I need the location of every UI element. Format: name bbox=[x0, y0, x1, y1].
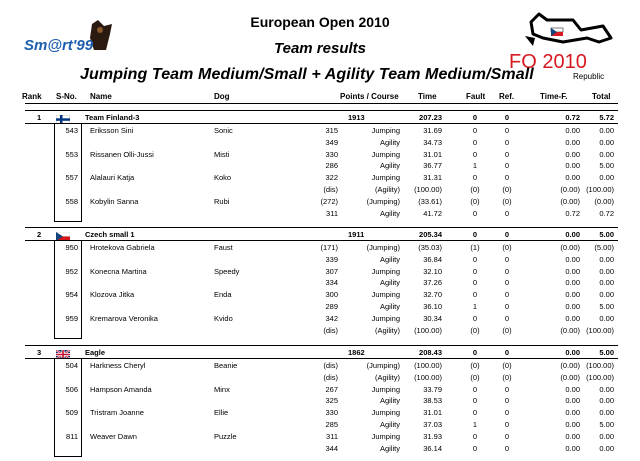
run-time: 30.34 bbox=[423, 313, 442, 323]
run-points: 267 bbox=[325, 384, 338, 394]
run-course: (Jumping) bbox=[366, 361, 400, 370]
run-course: Agility bbox=[379, 396, 400, 406]
run-course: Jumping bbox=[371, 149, 400, 159]
svg-text:Sm@rt'99: Sm@rt'99 bbox=[24, 37, 94, 54]
member-name: Eriksson Sini bbox=[90, 126, 134, 135]
run-course: (Agility) bbox=[374, 325, 400, 335]
run-points: 289 bbox=[325, 302, 338, 311]
run-course: Jumping bbox=[371, 266, 400, 276]
run-ref: (0) bbox=[502, 185, 512, 194]
run-fault: 1 bbox=[472, 302, 478, 311]
run-ref: 0 bbox=[504, 208, 510, 218]
col-points-course: Points / Course bbox=[340, 92, 399, 101]
run-time-f: 0.00 bbox=[565, 278, 580, 288]
run-ref: 0 bbox=[504, 137, 510, 147]
col-time-f: Time-F. bbox=[540, 92, 568, 101]
team-points: 1862 bbox=[348, 348, 365, 357]
team-rank: 3 bbox=[37, 348, 42, 357]
run-time: 37.03 bbox=[423, 420, 442, 429]
run-points: 322 bbox=[325, 173, 338, 183]
member-dog: Koko bbox=[214, 173, 232, 183]
run-ref: (0) bbox=[502, 196, 512, 206]
run-time: (35.03) bbox=[418, 243, 442, 252]
member-sno: 952 bbox=[65, 266, 78, 276]
run-time-f: 0.00 bbox=[565, 396, 580, 406]
team-divider bbox=[25, 240, 618, 241]
team-time-f: 0.00 bbox=[565, 348, 580, 357]
run-fault: (1) bbox=[470, 243, 480, 252]
run-points: (dis) bbox=[323, 372, 338, 382]
run-total: 0.00 bbox=[599, 254, 614, 264]
team-divider bbox=[25, 110, 618, 111]
run-total: 0.00 bbox=[599, 137, 614, 147]
run-course: Agility bbox=[379, 302, 400, 311]
run-time-f: (0.00) bbox=[560, 325, 580, 335]
header-rule bbox=[25, 103, 618, 104]
run-fault: 0 bbox=[472, 278, 478, 288]
member-dog: Ellie bbox=[214, 408, 229, 418]
run-fault: 0 bbox=[472, 173, 478, 183]
run-ref: 0 bbox=[504, 313, 510, 323]
member-sno: 811 bbox=[66, 431, 78, 441]
run-ref: 0 bbox=[504, 173, 510, 183]
team-time: 207.23 bbox=[419, 113, 442, 122]
run-time: 41.72 bbox=[423, 208, 442, 218]
run-time: (100.00) bbox=[414, 185, 442, 194]
event-title: European Open 2010 bbox=[250, 14, 390, 30]
team-time: 205.34 bbox=[419, 230, 442, 239]
run-points: (dis) bbox=[323, 185, 338, 194]
run-time: 32.70 bbox=[423, 290, 442, 300]
run-ref: 0 bbox=[504, 278, 510, 288]
run-fault: 0 bbox=[472, 266, 478, 276]
run-total: 0.72 bbox=[599, 208, 614, 218]
run-points: 349 bbox=[325, 137, 338, 147]
run-time: 31.93 bbox=[423, 431, 442, 441]
run-time: 31.01 bbox=[423, 408, 442, 418]
run-course: Jumping bbox=[371, 126, 400, 135]
team-time: 208.43 bbox=[419, 348, 442, 357]
run-points: 311 bbox=[326, 208, 338, 218]
run-time: 31.31 bbox=[423, 173, 442, 183]
run-course: Jumping bbox=[371, 384, 400, 394]
run-fault: 1 bbox=[472, 420, 478, 429]
run-time-f: 0.00 bbox=[565, 161, 580, 171]
team-ref: 0 bbox=[504, 348, 510, 357]
run-fault: (0) bbox=[470, 325, 480, 335]
member-sno: 509 bbox=[65, 408, 78, 418]
run-time: 36.14 bbox=[423, 443, 442, 453]
team-points: 1913 bbox=[348, 113, 365, 122]
run-course: (Jumping) bbox=[366, 196, 400, 206]
member-name: Weaver Dawn bbox=[90, 431, 137, 441]
run-course: Agility bbox=[379, 161, 400, 171]
run-time-f: 0.00 bbox=[565, 254, 580, 264]
czech-flag-icon bbox=[56, 228, 70, 237]
member-dog: Speedy bbox=[214, 266, 240, 276]
run-time: (100.00) bbox=[414, 361, 442, 370]
run-ref: 0 bbox=[504, 266, 510, 276]
member-sno: 557 bbox=[65, 173, 78, 183]
member-sno: 954 bbox=[65, 290, 78, 300]
run-total: 0.00 bbox=[599, 173, 614, 183]
run-fault: 0 bbox=[472, 408, 478, 418]
member-dog: Beanie bbox=[214, 361, 238, 370]
run-time-f: 0.00 bbox=[565, 137, 580, 147]
run-points: (272) bbox=[320, 196, 338, 206]
team-name: Czech small 1 bbox=[85, 230, 135, 239]
member-name: Hampson Amanda bbox=[90, 384, 152, 394]
member-name: Alalauri Katja bbox=[90, 173, 135, 183]
run-total: 0.00 bbox=[599, 408, 614, 418]
team-points: 1911 bbox=[348, 230, 365, 239]
run-total: (100.00) bbox=[586, 185, 614, 194]
run-ref: 0 bbox=[504, 290, 510, 300]
run-course: (Agility) bbox=[374, 185, 400, 194]
run-total: 0.00 bbox=[599, 290, 614, 300]
member-dog: Enda bbox=[214, 290, 232, 300]
run-time: 32.10 bbox=[423, 266, 442, 276]
team-time-f: 0.72 bbox=[565, 113, 580, 122]
run-ref: (0) bbox=[502, 361, 512, 370]
team-divider bbox=[25, 123, 618, 124]
run-ref: 0 bbox=[504, 408, 510, 418]
run-points: 330 bbox=[325, 149, 338, 159]
run-points: 344 bbox=[325, 443, 338, 453]
run-points: 330 bbox=[325, 408, 338, 418]
run-points: 300 bbox=[325, 290, 338, 300]
member-name: Kobylin Sanna bbox=[90, 196, 139, 206]
run-ref: (0) bbox=[502, 325, 512, 335]
run-total: (100.00) bbox=[586, 361, 614, 370]
run-ref: 0 bbox=[504, 149, 510, 159]
run-total: (100.00) bbox=[586, 372, 614, 382]
team-time-f: 0.00 bbox=[565, 230, 580, 239]
run-points: 315 bbox=[325, 126, 338, 135]
col-rank: Rank bbox=[22, 92, 42, 101]
run-time-f: 0.00 bbox=[565, 173, 580, 183]
svg-text:Republic: Republic bbox=[573, 72, 605, 81]
run-points: 286 bbox=[325, 161, 338, 171]
team-divider bbox=[25, 227, 618, 228]
run-total: 0.00 bbox=[599, 443, 614, 453]
run-ref: 0 bbox=[504, 396, 510, 406]
run-time-f: 0.00 bbox=[565, 302, 580, 311]
team-fault: 0 bbox=[472, 113, 478, 122]
run-course: Agility bbox=[379, 208, 400, 218]
run-total: 0.00 bbox=[599, 266, 614, 276]
run-time-f: 0.00 bbox=[565, 431, 580, 441]
run-fault: 0 bbox=[472, 290, 478, 300]
team-divider bbox=[25, 345, 618, 346]
member-name: Tristram Joanne bbox=[90, 408, 144, 418]
run-points: (171) bbox=[320, 243, 338, 252]
member-name: Klozova Jitka bbox=[90, 290, 135, 300]
run-ref: 0 bbox=[504, 420, 510, 429]
run-course: Jumping bbox=[371, 290, 400, 300]
run-course: Agility bbox=[379, 278, 400, 288]
run-fault: 0 bbox=[472, 137, 478, 147]
member-name: Hrotekova Gabriela bbox=[90, 243, 155, 252]
run-points: 339 bbox=[325, 254, 338, 264]
team-fault: 0 bbox=[472, 230, 478, 239]
run-ref: 0 bbox=[504, 384, 510, 394]
run-points: 307 bbox=[325, 266, 338, 276]
member-name: Kremarova Veronika bbox=[90, 313, 158, 323]
member-dog: Faust bbox=[214, 243, 233, 252]
svg-text:FO 2010: FO 2010 bbox=[509, 51, 587, 73]
run-fault: (0) bbox=[470, 372, 480, 382]
col-sno: S-No. bbox=[56, 92, 77, 101]
run-course: Jumping bbox=[371, 173, 400, 183]
team-total: 5.00 bbox=[599, 230, 614, 239]
run-course: Jumping bbox=[371, 313, 400, 323]
run-points: 325 bbox=[325, 396, 338, 406]
run-time-f: (0.00) bbox=[560, 372, 580, 382]
member-sno: 543 bbox=[65, 126, 78, 135]
run-time-f: (0.00) bbox=[560, 361, 580, 370]
run-time: 31.69 bbox=[423, 126, 442, 135]
run-ref: 0 bbox=[504, 161, 510, 171]
run-ref: 0 bbox=[504, 302, 510, 311]
run-fault: 0 bbox=[472, 396, 478, 406]
run-course: (Jumping) bbox=[366, 243, 400, 252]
run-fault: (0) bbox=[470, 185, 480, 194]
member-name: Konecna Martina bbox=[90, 266, 147, 276]
member-sno: 950 bbox=[65, 243, 78, 252]
member-name: Rissanen Olli-Jussi bbox=[90, 149, 154, 159]
run-points: 311 bbox=[326, 431, 338, 441]
member-dog: Misti bbox=[214, 149, 230, 159]
run-time: 36.77 bbox=[423, 161, 442, 171]
col-total: Total bbox=[592, 92, 611, 101]
run-total: 0.00 bbox=[599, 126, 614, 135]
team-total: 5.72 bbox=[599, 113, 614, 122]
page-title: Team results bbox=[274, 40, 366, 57]
member-sno: 553 bbox=[65, 149, 78, 159]
run-course: (Agility) bbox=[374, 372, 400, 382]
run-time-f: 0.00 bbox=[565, 443, 580, 453]
team-divider bbox=[25, 358, 618, 359]
run-time-f: (0.00) bbox=[560, 243, 580, 252]
run-time: 36.84 bbox=[423, 254, 442, 264]
col-dog: Dog bbox=[214, 92, 230, 101]
run-ref: 0 bbox=[504, 254, 510, 264]
run-time: 34.73 bbox=[423, 137, 442, 147]
run-total: (100.00) bbox=[586, 325, 614, 335]
member-sno: 959 bbox=[65, 313, 78, 323]
team-name: Eagle bbox=[85, 348, 106, 357]
run-total: 0.00 bbox=[599, 431, 614, 441]
run-time: 31.01 bbox=[423, 149, 442, 159]
run-time-f: 0.00 bbox=[565, 313, 580, 323]
run-course: Agility bbox=[379, 443, 400, 453]
run-total: (5.00) bbox=[594, 243, 614, 252]
team-ref: 0 bbox=[504, 113, 510, 122]
run-fault: 0 bbox=[472, 126, 478, 135]
run-total: (0.00) bbox=[594, 196, 614, 206]
run-time-f: 0.00 bbox=[565, 149, 580, 159]
run-time: (100.00) bbox=[414, 372, 442, 382]
run-course: Agility bbox=[379, 137, 400, 147]
col-ref: Ref. bbox=[499, 92, 515, 101]
run-course: Agility bbox=[379, 254, 400, 264]
run-time-f: (0.00) bbox=[560, 185, 580, 194]
team-name: Team Finland-3 bbox=[85, 113, 140, 122]
run-total: 0.00 bbox=[599, 313, 614, 323]
run-ref: 0 bbox=[504, 431, 510, 441]
run-time-f: 0.00 bbox=[565, 126, 580, 135]
member-sno: 506 bbox=[65, 384, 78, 394]
run-fault: 0 bbox=[472, 149, 478, 159]
run-time: (33.61) bbox=[418, 196, 442, 206]
member-sno: 558 bbox=[65, 196, 78, 206]
uk-flag-icon bbox=[56, 346, 70, 355]
run-time-f: 0.72 bbox=[565, 208, 580, 218]
run-fault: 0 bbox=[472, 313, 478, 323]
run-course: Jumping bbox=[371, 431, 400, 441]
team-ref: 0 bbox=[504, 230, 510, 239]
team-fault: 0 bbox=[472, 348, 478, 357]
run-fault: (0) bbox=[470, 361, 480, 370]
run-course: Agility bbox=[379, 420, 400, 429]
run-total: 5.00 bbox=[599, 161, 614, 171]
run-course: Jumping bbox=[371, 408, 400, 418]
run-fault: 1 bbox=[472, 161, 478, 171]
run-fault: 0 bbox=[472, 254, 478, 264]
member-dog: Puzzle bbox=[214, 431, 237, 441]
run-points: 342 bbox=[325, 313, 338, 323]
run-ref: (0) bbox=[502, 243, 512, 252]
run-time: 37.26 bbox=[423, 278, 442, 288]
run-ref: 0 bbox=[504, 443, 510, 453]
run-time-f: 0.00 bbox=[565, 266, 580, 276]
run-ref: 0 bbox=[504, 126, 510, 135]
run-time: 38.53 bbox=[423, 396, 442, 406]
run-time: 33.79 bbox=[423, 384, 442, 394]
run-time-f: 0.00 bbox=[565, 408, 580, 418]
run-total: 5.00 bbox=[599, 302, 614, 311]
run-time-f: (0.00) bbox=[560, 196, 580, 206]
run-points: 285 bbox=[325, 420, 338, 429]
finland-flag-icon bbox=[56, 111, 70, 120]
run-fault: 0 bbox=[472, 384, 478, 394]
run-total: 0.00 bbox=[599, 278, 614, 288]
run-total: 0.00 bbox=[599, 396, 614, 406]
team-rank: 1 bbox=[37, 113, 42, 122]
team-total: 5.00 bbox=[599, 348, 614, 357]
member-dog: Minx bbox=[214, 384, 230, 394]
run-fault: 0 bbox=[472, 208, 478, 218]
member-dog: Sonic bbox=[214, 126, 233, 135]
run-total: 0.00 bbox=[599, 149, 614, 159]
run-time: 36.10 bbox=[423, 302, 442, 311]
col-name: Name bbox=[90, 92, 112, 101]
run-time-f: 0.00 bbox=[565, 384, 580, 394]
run-points: 334 bbox=[325, 278, 338, 288]
run-fault: 0 bbox=[472, 431, 478, 441]
run-time: (100.00) bbox=[414, 325, 442, 335]
run-fault: 0 bbox=[472, 443, 478, 453]
member-name: Harkness Cheryl bbox=[90, 361, 146, 370]
col-time: Time bbox=[418, 92, 437, 101]
competition-title: Jumping Team Medium/Small + Agility Team Medium/Small bbox=[80, 66, 534, 83]
team-rank: 2 bbox=[37, 230, 42, 239]
run-total: 0.00 bbox=[599, 384, 614, 394]
run-points: (dis) bbox=[323, 325, 338, 335]
member-sno: 504 bbox=[65, 361, 78, 370]
member-dog: Kvido bbox=[214, 313, 233, 323]
run-time-f: 0.00 bbox=[565, 290, 580, 300]
run-fault: (0) bbox=[470, 196, 480, 206]
run-total: 5.00 bbox=[599, 420, 614, 429]
col-fault: Fault bbox=[466, 92, 486, 101]
run-ref: (0) bbox=[502, 372, 512, 382]
run-points: (dis) bbox=[323, 361, 338, 370]
run-time-f: 0.00 bbox=[565, 420, 580, 429]
member-dog: Rubi bbox=[214, 196, 230, 206]
